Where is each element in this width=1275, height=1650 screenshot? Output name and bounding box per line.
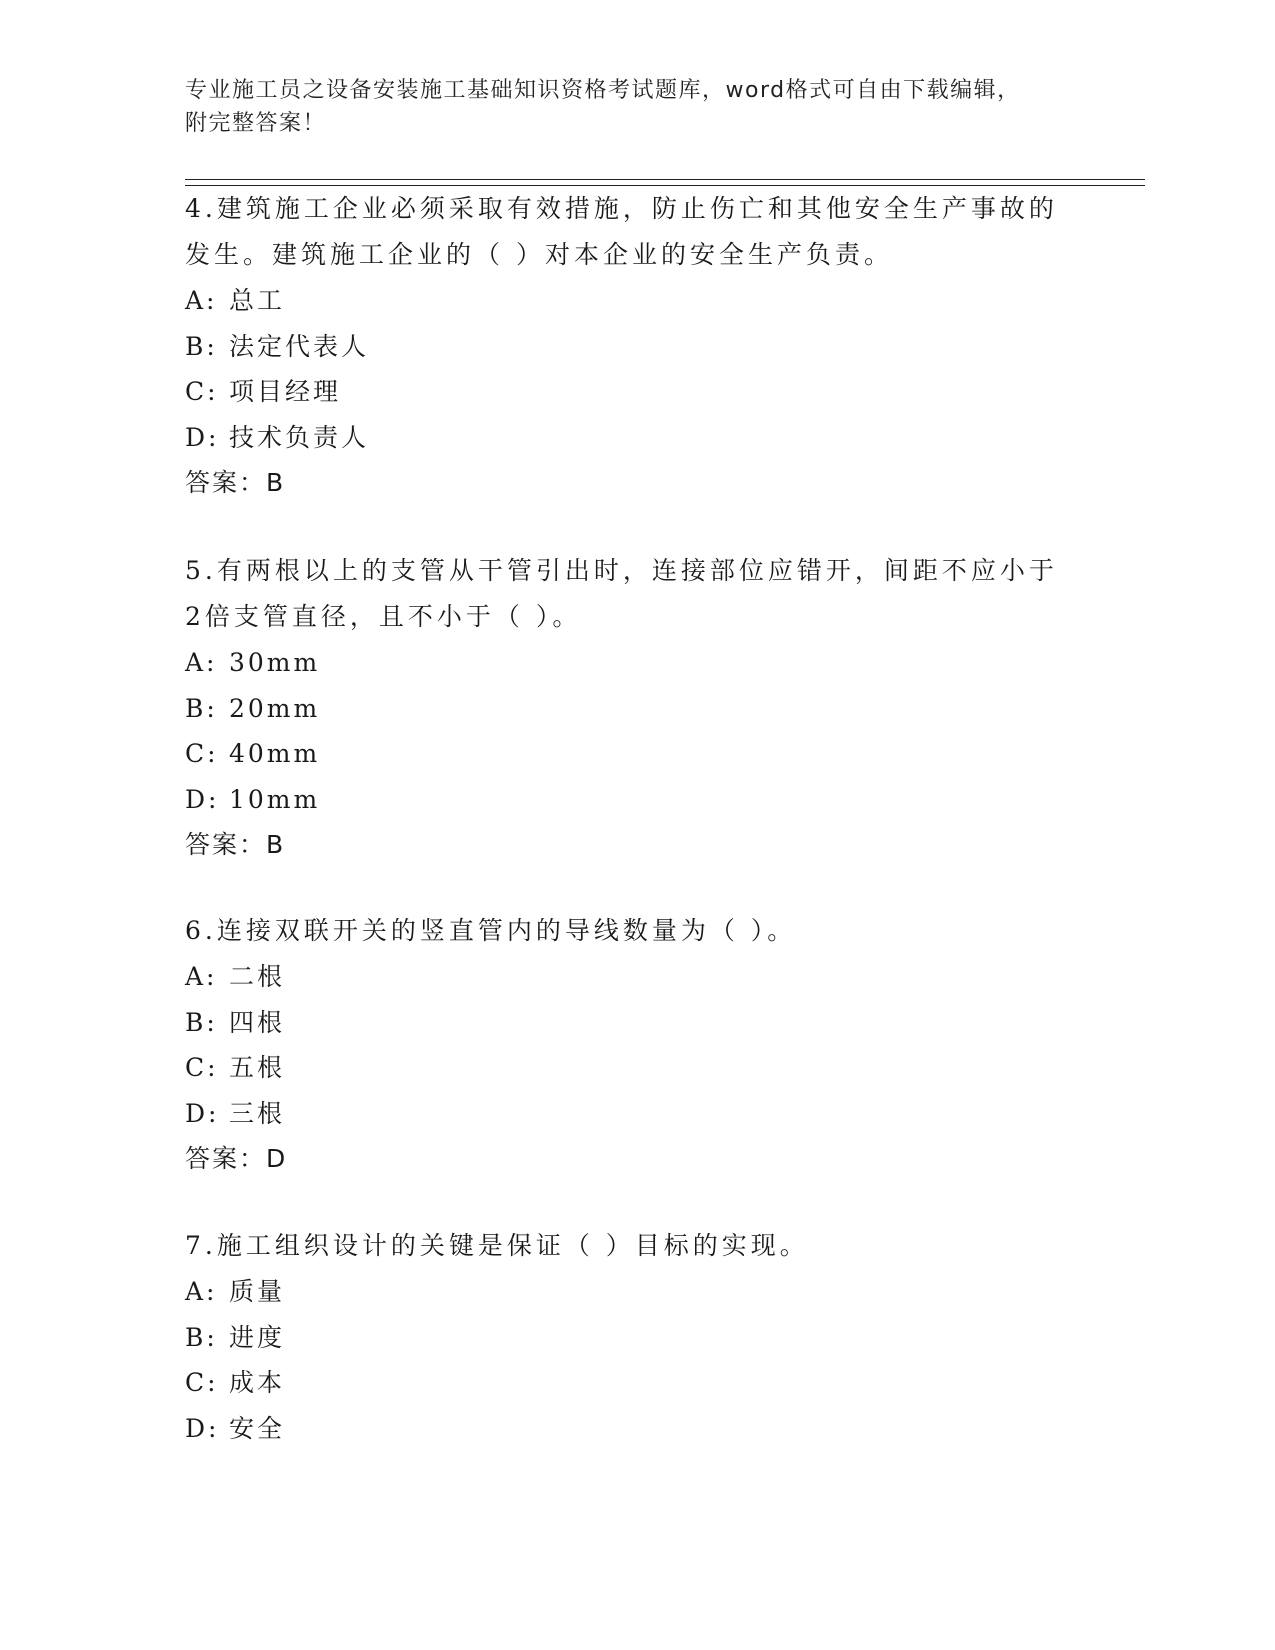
option-text: 进度 — [229, 1322, 286, 1352]
option-c — [185, 731, 1085, 777]
answer-line: 答案：B — [185, 468, 286, 497]
option-key: D: — [185, 1098, 220, 1128]
option-c — [185, 1360, 1085, 1406]
option-key: A: — [185, 286, 218, 315]
option-a — [185, 1269, 1085, 1315]
option-c — [185, 1045, 1085, 1091]
question-5 — [185, 548, 1085, 868]
option-key: A: — [185, 1277, 218, 1306]
option-text: 30mm — [229, 648, 321, 677]
option-text: 五根 — [229, 1053, 286, 1082]
question-text-line: 2倍支管直径，且不小于（ ）。 — [185, 602, 582, 631]
answer-line: 答案：B — [185, 830, 286, 859]
option-text: 二根 — [229, 962, 286, 991]
option-b — [185, 324, 1085, 370]
option-key: A: — [185, 648, 218, 677]
question-text-line: 6.连接双联开关的竖直管内的导线数量为（ ）。 — [185, 916, 797, 945]
option-key: B: — [185, 331, 218, 361]
option-text: 总工 — [229, 286, 286, 315]
option-key: D: — [185, 422, 220, 452]
option-text: 项目经理 — [229, 377, 342, 406]
option-text: 安全 — [229, 1413, 286, 1443]
document-header — [185, 74, 1085, 140]
option-key: B: — [185, 1322, 218, 1352]
option-text: 40mm — [229, 739, 321, 768]
option-d — [185, 777, 1085, 823]
option-key: C: — [185, 377, 219, 406]
question-4 — [185, 186, 1085, 506]
question-text-line: 发生。建筑施工企业的（ ）对本企业的安全生产负责。 — [185, 240, 893, 269]
option-key: C: — [185, 1368, 219, 1397]
answer-line: 答案：D — [185, 1144, 288, 1173]
option-b — [185, 1315, 1085, 1361]
option-key: D: — [185, 1413, 220, 1443]
option-text: 质量 — [229, 1277, 286, 1306]
header-line-1: 专业施工员之设备安装施工基础知识资格考试题库，word格式可自由下载编辑， — [185, 78, 1021, 103]
option-a — [185, 954, 1085, 1000]
question-text-line: 5.有两根以上的支管从干管引出时，连接部位应错开，间距不应小于 — [185, 556, 1058, 585]
question-6 — [185, 908, 1085, 1182]
option-b — [185, 686, 1085, 732]
option-text: 成本 — [229, 1368, 286, 1397]
option-b — [185, 1000, 1085, 1046]
question-text-line: 4.建筑施工企业必须采取有效措施，防止伤亡和其他安全生产事故的 — [185, 194, 1058, 223]
option-key: B: — [185, 693, 218, 723]
header-line-2: 附完整答案！ — [185, 111, 327, 136]
option-d — [185, 415, 1085, 461]
option-key: C: — [185, 1053, 219, 1082]
option-c — [185, 369, 1085, 415]
header-divider — [185, 179, 1145, 186]
option-text: 10mm — [229, 784, 321, 814]
option-key: C: — [185, 739, 219, 768]
option-text: 技术负责人 — [229, 422, 370, 452]
option-d — [185, 1091, 1085, 1137]
option-d — [185, 1406, 1085, 1452]
option-a — [185, 640, 1085, 686]
option-a — [185, 278, 1085, 324]
option-text: 三根 — [229, 1098, 286, 1128]
option-key: A: — [185, 962, 218, 991]
option-text: 法定代表人 — [229, 331, 370, 361]
option-text: 20mm — [229, 693, 321, 723]
option-text: 四根 — [229, 1007, 286, 1037]
question-7 — [185, 1223, 1085, 1451]
option-key: B: — [185, 1007, 218, 1037]
question-text-line: 7.施工组织设计的关键是保证（ ）目标的实现。 — [185, 1231, 809, 1260]
option-key: D: — [185, 784, 220, 814]
